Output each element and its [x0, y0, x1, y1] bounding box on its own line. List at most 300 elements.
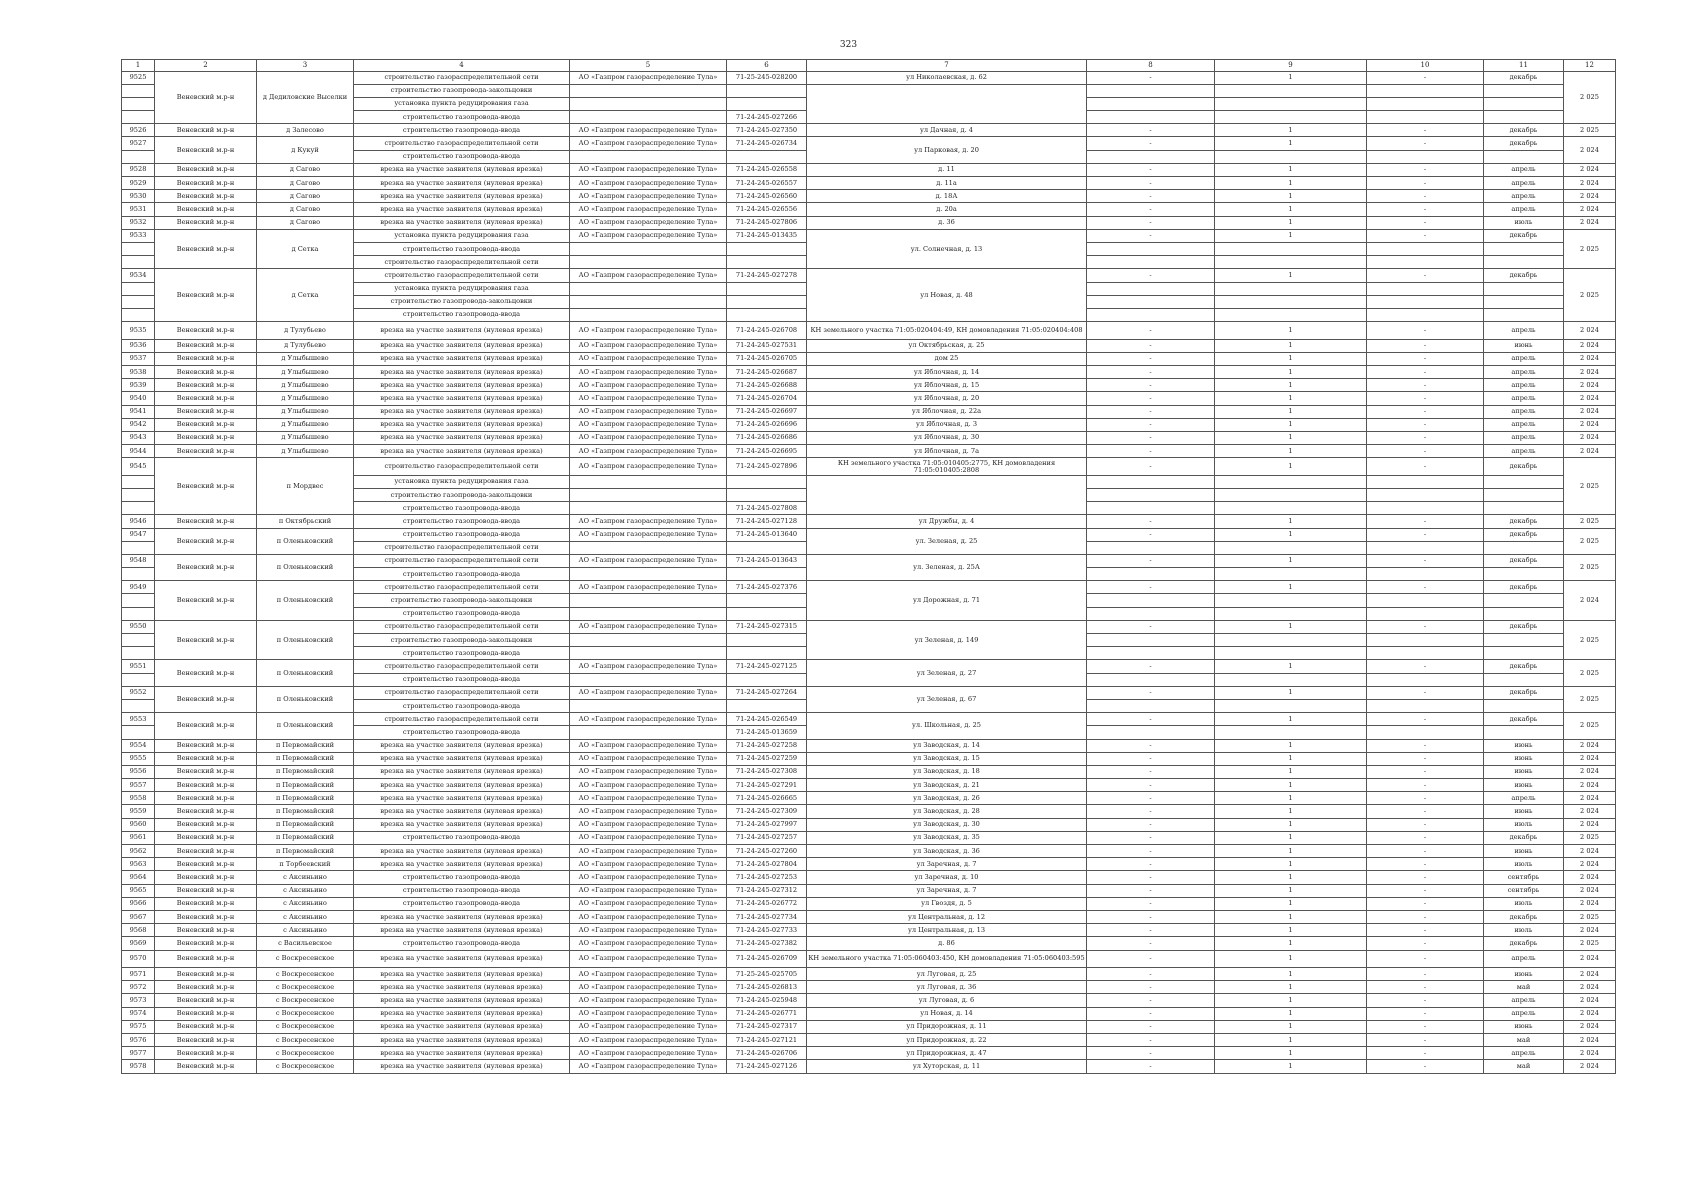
locality-cell: д Улыбышево — [257, 405, 354, 418]
col8-cell — [1087, 282, 1215, 295]
column-header: 1 — [122, 60, 155, 72]
year-cell: 2 025 — [1564, 229, 1616, 269]
cadastral-number-cell: 71-24-245-027125 — [727, 660, 807, 673]
col8-cell — [1087, 97, 1215, 110]
district-cell: Веневский м.р-н — [155, 458, 257, 515]
organization-cell: АО «Газпром газораспределение Тула» — [570, 1033, 727, 1046]
work-type-cell: строительство газопровода-ввода — [354, 831, 570, 844]
district-cell: Веневский м.р-н — [155, 216, 257, 229]
organization-cell: АО «Газпром газораспределение Тула» — [570, 845, 727, 858]
col10-cell — [1367, 594, 1484, 607]
month-cell: июль — [1484, 818, 1564, 831]
district-cell: Веневский м.р-н — [155, 739, 257, 752]
month-cell — [1484, 111, 1564, 124]
row-number: 9539 — [122, 379, 155, 392]
col10-cell: - — [1367, 203, 1484, 216]
col10-cell: - — [1367, 190, 1484, 203]
organization-cell: АО «Газпром газораспределение Тула» — [570, 352, 727, 365]
col8-cell — [1087, 502, 1215, 515]
table-row — [122, 660, 1616, 673]
organization-cell: АО «Газпром газораспределение Тула» — [570, 445, 727, 458]
col10-cell — [1367, 282, 1484, 295]
col8-cell: - — [1087, 1033, 1215, 1046]
organization-cell — [570, 594, 727, 607]
cadastral-number-cell: 71-24-245-027896 — [727, 458, 807, 476]
month-cell — [1484, 308, 1564, 321]
cadastral-number-cell — [727, 634, 807, 647]
col10-cell: - — [1367, 216, 1484, 229]
row-number: 9575 — [122, 1020, 155, 1033]
month-cell: июль — [1484, 216, 1564, 229]
row-number — [122, 607, 155, 620]
organization-cell: АО «Газпром газораспределение Тула» — [570, 818, 727, 831]
col9-cell: 1 — [1215, 229, 1367, 242]
district-cell: Веневский м.р-н — [155, 405, 257, 418]
col10-cell: - — [1367, 1060, 1484, 1073]
table-row — [122, 269, 1616, 282]
col8-cell: - — [1087, 458, 1215, 476]
address-cell: ул Придорожная, д. 22 — [807, 1033, 1087, 1046]
col9-cell: 1 — [1215, 1007, 1367, 1020]
col8-cell: - — [1087, 445, 1215, 458]
district-cell: Веневский м.р-н — [155, 858, 257, 871]
table-row — [122, 805, 1616, 818]
col8-cell: - — [1087, 897, 1215, 910]
cadastral-number-cell: 71-24-245-026813 — [727, 981, 807, 994]
organization-cell: АО «Газпром газораспределение Тула» — [570, 686, 727, 699]
locality-cell: д Улыбышево — [257, 379, 354, 392]
locality-cell: д Улыбышево — [257, 445, 354, 458]
work-type-cell: строительство газопровода-ввода — [354, 673, 570, 686]
cadastral-number-cell: 71-24-245-026771 — [727, 1007, 807, 1020]
table-row — [122, 620, 1616, 633]
row-number: 9541 — [122, 405, 155, 418]
work-type-cell: врезка на участке заявителя (нулевая врезка) — [354, 418, 570, 431]
organization-cell — [570, 256, 727, 269]
organization-cell: АО «Газпром газораспределение Тула» — [570, 1060, 727, 1073]
col9-cell: 1 — [1215, 322, 1367, 340]
column-header: 7 — [807, 60, 1087, 72]
work-type-cell: строительство газопровода-ввода — [354, 528, 570, 541]
organization-cell: АО «Газпром газораспределение Тула» — [570, 418, 727, 431]
address-cell: КН земельного участка 71:05:010405:2775, КН домовладения 71:05:010405:2808 — [807, 458, 1087, 476]
month-cell — [1484, 607, 1564, 620]
organization-cell: АО «Газпром газораспределение Тула» — [570, 858, 727, 871]
work-type-cell: врезка на участке заявителя (нулевая врезка) — [354, 365, 570, 378]
address-cell: ул Заречная, д. 7 — [807, 858, 1087, 871]
row-number — [122, 541, 155, 554]
organization-cell: АО «Газпром газораспределение Тула» — [570, 163, 727, 176]
table-row — [122, 581, 1616, 594]
organization-cell: АО «Газпром газораспределение Тула» — [570, 515, 727, 528]
month-cell: апрель — [1484, 950, 1564, 968]
col9-cell: 1 — [1215, 365, 1367, 378]
month-cell: декабрь — [1484, 620, 1564, 633]
table-row — [122, 994, 1616, 1007]
col8-cell: - — [1087, 981, 1215, 994]
cadastral-number-cell — [727, 673, 807, 686]
col9-cell: 1 — [1215, 515, 1367, 528]
year-cell: 2 024 — [1564, 203, 1616, 216]
col8-cell — [1087, 541, 1215, 554]
column-header: 3 — [257, 60, 354, 72]
organization-cell — [570, 475, 727, 488]
col9-cell: 1 — [1215, 216, 1367, 229]
month-cell — [1484, 699, 1564, 712]
address-cell — [807, 475, 1087, 515]
work-type-cell: врезка на участке заявителя (нулевая врезка) — [354, 752, 570, 765]
col9-cell: 1 — [1215, 379, 1367, 392]
address-cell: ул Хуторская, д. 11 — [807, 1060, 1087, 1073]
col9-cell: 1 — [1215, 528, 1367, 541]
work-type-cell: врезка на участке заявителя (нулевая врезка) — [354, 352, 570, 365]
locality-cell: д Улыбышево — [257, 392, 354, 405]
month-cell — [1484, 84, 1564, 97]
table-row — [122, 352, 1616, 365]
organization-cell: АО «Газпром газораспределение Тула» — [570, 713, 727, 726]
col10-cell: - — [1367, 845, 1484, 858]
address-cell: ул Заречная, д. 7 — [807, 884, 1087, 897]
cadastral-number-cell — [727, 568, 807, 581]
month-cell: июль — [1484, 897, 1564, 910]
year-cell: 2 024 — [1564, 897, 1616, 910]
address-cell: ул Гвоздя, д. 5 — [807, 897, 1087, 910]
month-cell — [1484, 150, 1564, 163]
table-row — [122, 871, 1616, 884]
row-number — [122, 568, 155, 581]
organization-cell — [570, 150, 727, 163]
district-cell: Веневский м.р-н — [155, 1033, 257, 1046]
work-type-cell: врезка на участке заявителя (нулевая врезка) — [354, 950, 570, 968]
work-type-cell: врезка на участке заявителя (нулевая врезка) — [354, 1020, 570, 1033]
month-cell: декабрь — [1484, 831, 1564, 844]
organization-cell: АО «Газпром газораспределение Тула» — [570, 937, 727, 950]
col8-cell: - — [1087, 752, 1215, 765]
col8-cell — [1087, 150, 1215, 163]
locality-cell: с Воскресенское — [257, 968, 354, 981]
month-cell: апрель — [1484, 365, 1564, 378]
cadastral-number-cell — [727, 282, 807, 295]
work-type-cell: врезка на участке заявителя (нулевая врезка) — [354, 163, 570, 176]
column-header: 2 — [155, 60, 257, 72]
table-row — [122, 937, 1616, 950]
month-cell: сентябрь — [1484, 871, 1564, 884]
month-cell: апрель — [1484, 1047, 1564, 1060]
locality-cell: п Мордвес — [257, 458, 354, 515]
col8-cell: - — [1087, 871, 1215, 884]
district-cell: Веневский м.р-н — [155, 910, 257, 923]
row-number: 9557 — [122, 779, 155, 792]
col10-cell — [1367, 607, 1484, 620]
col8-cell: - — [1087, 124, 1215, 137]
col10-cell: - — [1367, 1033, 1484, 1046]
address-cell: ул Дружбы, д. 4 — [807, 515, 1087, 528]
district-cell: Веневский м.р-н — [155, 924, 257, 937]
year-cell: 2 024 — [1564, 190, 1616, 203]
col10-cell: - — [1367, 365, 1484, 378]
month-cell: декабрь — [1484, 124, 1564, 137]
month-cell: декабрь — [1484, 660, 1564, 673]
column-header: 12 — [1564, 60, 1616, 72]
cadastral-number-cell — [727, 256, 807, 269]
col9-cell: 1 — [1215, 660, 1367, 673]
cadastral-number-cell — [727, 699, 807, 712]
col9-cell — [1215, 726, 1367, 739]
col8-cell — [1087, 673, 1215, 686]
col8-cell — [1087, 568, 1215, 581]
col10-cell: - — [1367, 1007, 1484, 1020]
col8-cell — [1087, 699, 1215, 712]
page-number: 323 — [839, 40, 858, 50]
address-cell: ул Яблочная, д. 22а — [807, 405, 1087, 418]
locality-cell: д Залесово — [257, 124, 354, 137]
organization-cell: АО «Газпром газораспределение Тула» — [570, 365, 727, 378]
year-cell: 2 024 — [1564, 1020, 1616, 1033]
year-cell: 2 024 — [1564, 818, 1616, 831]
month-cell: апрель — [1484, 792, 1564, 805]
work-type-cell: врезка на участке заявителя (нулевая врезка) — [354, 405, 570, 418]
month-cell — [1484, 634, 1564, 647]
year-cell: 2 024 — [1564, 177, 1616, 190]
locality-cell: п Оленьковский — [257, 581, 354, 621]
locality-cell: п Первомайский — [257, 752, 354, 765]
month-cell — [1484, 242, 1564, 255]
col9-cell: 1 — [1215, 831, 1367, 844]
col8-cell — [1087, 111, 1215, 124]
organization-cell: АО «Газпром газораспределение Тула» — [570, 752, 727, 765]
col10-cell: - — [1367, 871, 1484, 884]
year-cell: 2 024 — [1564, 858, 1616, 871]
cadastral-number-cell: 71-24-245-027308 — [727, 765, 807, 778]
col9-cell: 1 — [1215, 1047, 1367, 1060]
locality-cell: д Улыбышево — [257, 352, 354, 365]
row-number: 9543 — [122, 431, 155, 444]
month-cell: июнь — [1484, 739, 1564, 752]
table-row — [122, 981, 1616, 994]
col9-cell: 1 — [1215, 779, 1367, 792]
col9-cell: 1 — [1215, 871, 1367, 884]
col9-cell — [1215, 699, 1367, 712]
row-number: 9558 — [122, 792, 155, 805]
row-number: 9555 — [122, 752, 155, 765]
cadastral-number-cell: 71-24-245-027264 — [727, 686, 807, 699]
work-type-cell: строительство газопровода-ввода — [354, 699, 570, 712]
work-type-cell: строительство газораспределительной сети — [354, 137, 570, 150]
table-row — [122, 137, 1616, 150]
address-cell: ул Заводская, д. 28 — [807, 805, 1087, 818]
col8-cell: - — [1087, 229, 1215, 242]
col10-cell — [1367, 634, 1484, 647]
address-cell: ул Луговая, д. 6 — [807, 994, 1087, 1007]
district-cell: Веневский м.р-н — [155, 1047, 257, 1060]
col8-cell: - — [1087, 365, 1215, 378]
col10-cell — [1367, 568, 1484, 581]
district-cell: Веневский м.р-н — [155, 1060, 257, 1073]
month-cell — [1484, 594, 1564, 607]
work-type-cell: строительство газопровода-закольцовки — [354, 634, 570, 647]
col9-cell: 1 — [1215, 897, 1367, 910]
address-cell: ул. Зеленая, д. 25А — [807, 554, 1087, 580]
month-cell: апрель — [1484, 418, 1564, 431]
work-type-cell: врезка на участке заявителя (нулевая врезка) — [354, 818, 570, 831]
col10-cell: - — [1367, 739, 1484, 752]
table-row — [122, 950, 1616, 968]
col9-cell — [1215, 308, 1367, 321]
cadastral-number-cell: 71-24-245-027808 — [727, 502, 807, 515]
month-cell: июнь — [1484, 805, 1564, 818]
year-cell: 2 024 — [1564, 431, 1616, 444]
address-cell: ул Заречная, д. 10 — [807, 871, 1087, 884]
organization-cell: АО «Газпром газораспределение Тула» — [570, 950, 727, 968]
year-cell: 2 024 — [1564, 981, 1616, 994]
col9-cell: 1 — [1215, 418, 1367, 431]
work-type-cell: врезка на участке заявителя (нулевая врезка) — [354, 1007, 570, 1020]
locality-cell: п Оленьковский — [257, 713, 354, 739]
col8-cell: - — [1087, 792, 1215, 805]
year-cell: 2 024 — [1564, 884, 1616, 897]
year-cell: 2 024 — [1564, 392, 1616, 405]
month-cell — [1484, 541, 1564, 554]
district-cell: Веневский м.р-н — [155, 322, 257, 340]
district-cell: Веневский м.р-н — [155, 950, 257, 968]
col9-cell: 1 — [1215, 1060, 1367, 1073]
col10-cell: - — [1367, 831, 1484, 844]
district-cell: Веневский м.р-н — [155, 660, 257, 686]
month-cell: май — [1484, 1060, 1564, 1073]
cadastral-number-cell: 71-24-245-026704 — [727, 392, 807, 405]
work-type-cell: строительство газораспределительной сети — [354, 71, 570, 84]
year-cell: 2 024 — [1564, 924, 1616, 937]
address-cell: ул Заводская, д. 36 — [807, 845, 1087, 858]
col9-cell: 1 — [1215, 581, 1367, 594]
col9-cell: 1 — [1215, 71, 1367, 84]
col9-cell — [1215, 150, 1367, 163]
col10-cell: - — [1367, 392, 1484, 405]
col8-cell — [1087, 475, 1215, 488]
row-number: 9577 — [122, 1047, 155, 1060]
address-cell: ул Центральная, д. 13 — [807, 924, 1087, 937]
cadastral-number-cell — [727, 541, 807, 554]
col10-cell: - — [1367, 528, 1484, 541]
year-cell: 2 025 — [1564, 660, 1616, 686]
work-type-cell: строительство газораспределительной сети — [354, 660, 570, 673]
table-row — [122, 765, 1616, 778]
col10-cell: - — [1367, 792, 1484, 805]
organization-cell: АО «Газпром газораспределение Тула» — [570, 765, 727, 778]
work-type-cell: установка пункта редуцирования газа — [354, 282, 570, 295]
cadastral-number-cell: 71-24-245-027317 — [727, 1020, 807, 1033]
col10-cell: - — [1367, 994, 1484, 1007]
col10-cell: - — [1367, 229, 1484, 242]
cadastral-number-cell: 71-24-245-027350 — [727, 124, 807, 137]
col10-cell — [1367, 475, 1484, 488]
year-cell: 2 024 — [1564, 779, 1616, 792]
col8-cell: - — [1087, 968, 1215, 981]
district-cell: Веневский м.р-н — [155, 528, 257, 554]
cadastral-number-cell: 71-24-245-027128 — [727, 515, 807, 528]
cadastral-number-cell: 71-24-245-027291 — [727, 779, 807, 792]
col8-cell: - — [1087, 405, 1215, 418]
work-type-cell: установка пункта редуцирования газа — [354, 229, 570, 242]
col9-cell: 1 — [1215, 686, 1367, 699]
organization-cell — [570, 607, 727, 620]
district-cell: Веневский м.р-н — [155, 871, 257, 884]
row-number: 9535 — [122, 322, 155, 340]
cadastral-number-cell: 71-24-245-027312 — [727, 884, 807, 897]
col9-cell: 1 — [1215, 203, 1367, 216]
year-cell: 2 025 — [1564, 620, 1616, 660]
organization-cell — [570, 726, 727, 739]
table-row — [122, 163, 1616, 176]
district-cell: Веневский м.р-н — [155, 190, 257, 203]
col10-cell — [1367, 699, 1484, 712]
locality-cell: с Воскресенское — [257, 1020, 354, 1033]
organization-cell: АО «Газпром газораспределение Тула» — [570, 528, 727, 541]
table-row — [122, 322, 1616, 340]
locality-cell: с Васильевское — [257, 937, 354, 950]
cadastral-number-cell: 71-24-245-026557 — [727, 177, 807, 190]
month-cell: декабрь — [1484, 581, 1564, 594]
district-cell: Веневский м.р-н — [155, 445, 257, 458]
column-header: 10 — [1367, 60, 1484, 72]
locality-cell: с Аксиньино — [257, 910, 354, 923]
col9-cell: 1 — [1215, 554, 1367, 567]
organization-cell: АО «Газпром газораспределение Тула» — [570, 994, 727, 1007]
month-cell: апрель — [1484, 1007, 1564, 1020]
month-cell: июнь — [1484, 779, 1564, 792]
district-cell: Веневский м.р-н — [155, 418, 257, 431]
month-cell: апрель — [1484, 163, 1564, 176]
year-cell: 2 024 — [1564, 445, 1616, 458]
col9-cell: 1 — [1215, 163, 1367, 176]
work-type-cell: строительство газораспределительной сети — [354, 458, 570, 476]
month-cell: декабрь — [1484, 515, 1564, 528]
locality-cell: п Оленьковский — [257, 528, 354, 554]
address-cell: ул Зеленая, д. 149 — [807, 620, 1087, 660]
table-row — [122, 554, 1616, 567]
col10-cell: - — [1367, 431, 1484, 444]
organization-cell: АО «Газпром газораспределение Тула» — [570, 216, 727, 229]
work-type-cell: врезка на участке заявителя (нулевая врезка) — [354, 924, 570, 937]
table-row — [122, 431, 1616, 444]
month-cell: апрель — [1484, 994, 1564, 1007]
cadastral-number-cell: 71-24-245-026560 — [727, 190, 807, 203]
col8-cell: - — [1087, 431, 1215, 444]
district-cell: Веневский м.р-н — [155, 884, 257, 897]
table-row — [122, 216, 1616, 229]
col8-cell: - — [1087, 765, 1215, 778]
district-cell: Веневский м.р-н — [155, 581, 257, 621]
row-number — [122, 111, 155, 124]
col9-cell — [1215, 568, 1367, 581]
organization-cell: АО «Газпром газораспределение Тула» — [570, 379, 727, 392]
col10-cell: - — [1367, 124, 1484, 137]
row-number: 9531 — [122, 203, 155, 216]
year-cell: 2 024 — [1564, 322, 1616, 340]
address-cell: ул Луговая, д. 36 — [807, 981, 1087, 994]
col8-cell: - — [1087, 177, 1215, 190]
col8-cell: - — [1087, 339, 1215, 352]
col8-cell: - — [1087, 216, 1215, 229]
locality-cell: с Воскресенское — [257, 981, 354, 994]
cadastral-number-cell: 71-24-245-026706 — [727, 1047, 807, 1060]
col10-cell: - — [1367, 515, 1484, 528]
organization-cell: АО «Газпром газораспределение Тула» — [570, 458, 727, 476]
table-row — [122, 528, 1616, 541]
col10-cell: - — [1367, 581, 1484, 594]
col9-cell: 1 — [1215, 818, 1367, 831]
row-number: 9549 — [122, 581, 155, 594]
